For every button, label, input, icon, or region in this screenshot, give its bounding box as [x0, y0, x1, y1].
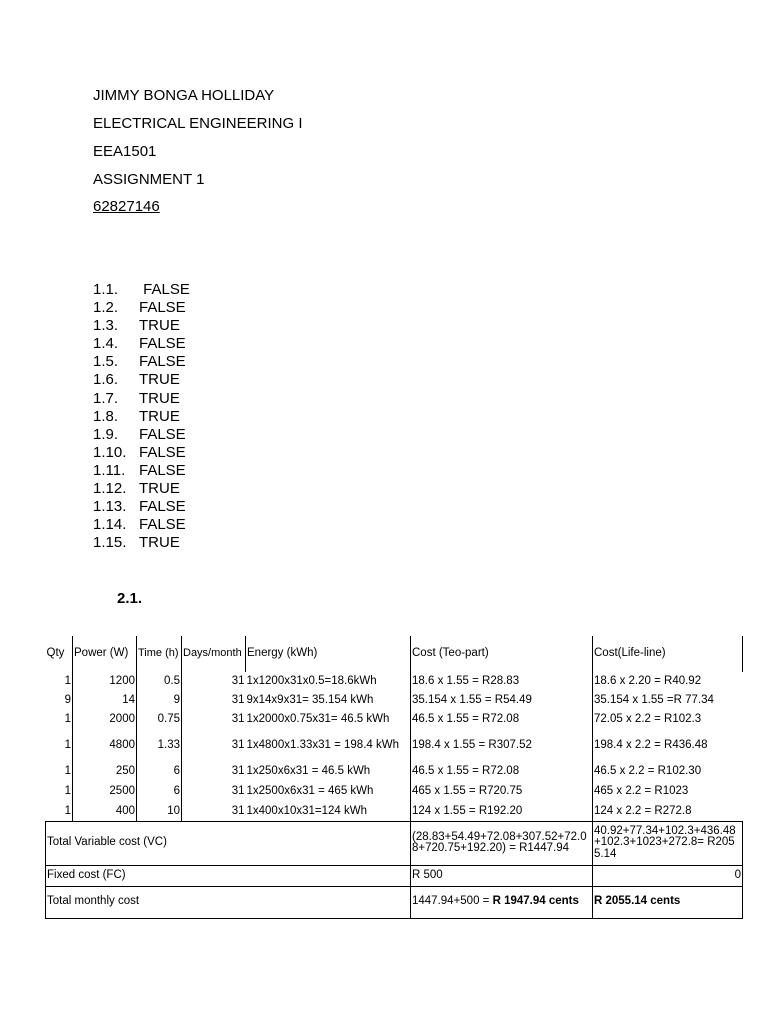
header-days: Days/month	[182, 636, 246, 672]
total-cost-teo	[411, 886, 593, 918]
answer-item	[93, 516, 190, 534]
assignment-title: ASSIGNMENT 1	[93, 171, 205, 188]
cell-cost-teo: 198.4 x 1.55 = R307.52	[411, 729, 593, 762]
answer-number: 1.11.	[93, 461, 126, 479]
answer-number: 1.5.	[93, 353, 119, 371]
answer-number: 1.12.	[93, 480, 127, 498]
total-teo-prefix: 1447.94+500 =	[412, 895, 493, 908]
cell-qty: 9	[64, 693, 71, 706]
answer-value: FALSE	[139, 335, 186, 353]
table-row	[46, 710, 743, 729]
cell-days: 31	[182, 710, 246, 729]
answer-number: 1.2.	[93, 299, 119, 317]
cell-power: 400	[73, 802, 137, 821]
cell-energy: 1x1200x31x0.5=18.6kWh	[246, 674, 377, 687]
cell-cost-teo: 124 x 1.55 = R192.20	[411, 802, 593, 821]
answer-value: TRUE	[139, 371, 180, 389]
energy-cost-table	[45, 636, 743, 919]
cell-cost-life: 18.6 x 2.20 = R40.92	[593, 672, 743, 691]
table-row	[46, 691, 743, 710]
cell-cost-life: 46.5 x 2.2 = R102.30	[593, 762, 743, 782]
header-qty: Qty	[46, 647, 65, 660]
answer-item	[93, 335, 190, 353]
answer-number: 1.15.	[93, 534, 127, 552]
vc-cost-life: 40.92+77.34+102.3+436.48+102.3+1023+272.8= R2055.14	[593, 821, 743, 865]
answer-item	[93, 426, 190, 444]
cell-cost-teo: 35.154 x 1.55 = R54.49	[411, 691, 593, 710]
cell-time: 10	[137, 802, 182, 821]
answer-number: 1.8.	[93, 407, 119, 425]
answer-number: 1.7.	[93, 389, 119, 407]
vc-cost-teo: (28.83+54.49+72.08+307.52+72.08+720.75+192.20) = R1447.94	[411, 821, 593, 865]
cell-power: 4800	[73, 729, 137, 762]
answer-item	[93, 498, 190, 516]
answer-number: 1.1.	[93, 281, 119, 298]
answer-item	[93, 408, 190, 426]
header-energy: Energy (kWh)	[246, 636, 411, 672]
answer-item	[93, 371, 190, 389]
cell-time: 0.75	[137, 710, 182, 729]
answers-list	[93, 281, 190, 552]
answer-value: FALSE	[139, 461, 186, 479]
cell-days: 31	[182, 729, 246, 762]
answer-value: FALSE	[139, 353, 186, 371]
cell-time: 6	[137, 762, 182, 782]
total-cost-row	[46, 886, 743, 918]
header-time: Time (h)	[137, 636, 182, 672]
cell-energy: 1x400x10x31=124 kWh	[246, 804, 368, 817]
total-cost-life: R 2055.14 cents	[593, 886, 743, 918]
total-label: Total monthly cost	[46, 886, 411, 918]
cell-qty: 1	[64, 804, 71, 817]
table-row	[46, 729, 743, 762]
cell-cost-life: 124 x 2.2 = R272.8	[593, 802, 743, 821]
fc-label: Fixed cost (FC)	[46, 865, 411, 886]
answer-number: 1.10.	[93, 443, 127, 461]
cell-cost-life: 198.4 x 2.2 = R436.48	[593, 729, 743, 762]
answer-item	[93, 462, 190, 480]
table-row	[46, 672, 743, 691]
header-cost-teo: Cost (Teo-part)	[411, 636, 593, 672]
answer-item	[93, 281, 190, 299]
cell-energy: 9x14x9x31= 35.154 kWh	[246, 693, 374, 706]
fc-cost-life: 0	[593, 865, 743, 886]
variable-cost-row	[46, 821, 743, 865]
answer-value: TRUE	[139, 317, 180, 335]
cell-energy: 1x2500x6x31 = 465 kWh	[246, 785, 374, 798]
answer-number: 1.3.	[93, 317, 119, 335]
answer-item	[93, 480, 190, 498]
answer-number: 1.13.	[93, 498, 127, 516]
cell-energy: 1x4800x1.33x31 = 198.4 kWh	[246, 738, 399, 751]
answer-value: TRUE	[139, 480, 180, 498]
cell-cost-life: 465 x 2.2 = R1023	[593, 782, 743, 802]
table-header-row	[46, 636, 743, 672]
cell-power: 1200	[73, 672, 137, 691]
cell-time: 0.5	[137, 672, 182, 691]
cell-days: 31	[182, 782, 246, 802]
vc-label: Total Variable cost (VC)	[46, 821, 411, 865]
cell-energy: 1x2000x0.75x31= 46.5 kWh	[246, 712, 390, 725]
course-title: ELECTRICAL ENGINEERING I	[93, 115, 303, 132]
student-number: 62827146	[93, 198, 160, 215]
header-cost-life: Cost(Life-line)	[593, 636, 743, 672]
answer-item	[93, 299, 190, 317]
cell-time: 9	[137, 691, 182, 710]
cell-power: 2000	[73, 710, 137, 729]
table-row	[46, 802, 743, 821]
cell-power: 2500	[73, 782, 137, 802]
cell-power: 250	[73, 762, 137, 782]
answer-value: FALSE	[139, 281, 190, 298]
cell-days: 31	[182, 691, 246, 710]
fc-cost-teo: R 500	[411, 865, 593, 886]
cell-time: 6	[137, 782, 182, 802]
answer-value: TRUE	[139, 407, 180, 425]
cell-days: 31	[182, 672, 246, 691]
answer-number: 1.4.	[93, 335, 119, 353]
answer-number: 1.14.	[93, 516, 127, 534]
cell-qty: 1	[64, 712, 71, 725]
total-teo-value: R 1947.94 cents	[492, 895, 579, 908]
course-code: EEA1501	[93, 143, 157, 160]
answer-item	[93, 534, 190, 552]
answer-value: FALSE	[139, 516, 186, 534]
cell-cost-teo: 465 x 1.55 = R720.75	[411, 782, 593, 802]
cell-qty: 1	[64, 785, 71, 798]
table-row	[46, 782, 743, 802]
cell-cost-life: 72.05 x 2.2 = R102.3	[593, 710, 743, 729]
cell-cost-teo: 18.6 x 1.55 = R28.83	[411, 672, 593, 691]
answer-item	[93, 444, 190, 462]
cell-qty: 1	[64, 738, 71, 751]
answer-value: FALSE	[139, 299, 186, 317]
cell-time: 1.33	[137, 729, 182, 762]
cell-energy: 1x250x6x31 = 46.5 kWh	[246, 765, 371, 778]
cell-days: 31	[182, 802, 246, 821]
answer-item	[93, 317, 190, 335]
cell-cost-teo: 46.5 x 1.55 = R72.08	[411, 762, 593, 782]
cell-power: 14	[73, 691, 137, 710]
cell-days: 31	[182, 762, 246, 782]
fixed-cost-row	[46, 865, 743, 886]
cell-qty: 1	[64, 674, 71, 687]
answer-number: 1.9.	[93, 425, 119, 443]
answer-value: FALSE	[139, 498, 186, 516]
student-name: JIMMY BONGA HOLLIDAY	[93, 87, 275, 104]
answer-value: FALSE	[139, 425, 186, 443]
cell-qty: 1	[64, 765, 71, 778]
answer-item	[93, 353, 190, 371]
cell-cost-teo: 46.5 x 1.55 = R72.08	[411, 710, 593, 729]
answer-item	[93, 390, 190, 408]
section-heading: 2.1.	[117, 590, 143, 607]
answer-value: TRUE	[139, 389, 180, 407]
header-power: Power (W)	[73, 636, 137, 672]
answer-value: TRUE	[139, 534, 180, 552]
answer-value: FALSE	[139, 443, 186, 461]
cell-cost-life: 35.154 x 1.55 =R 77.34	[593, 691, 743, 710]
table-row	[46, 762, 743, 782]
answer-number: 1.6.	[93, 371, 119, 389]
